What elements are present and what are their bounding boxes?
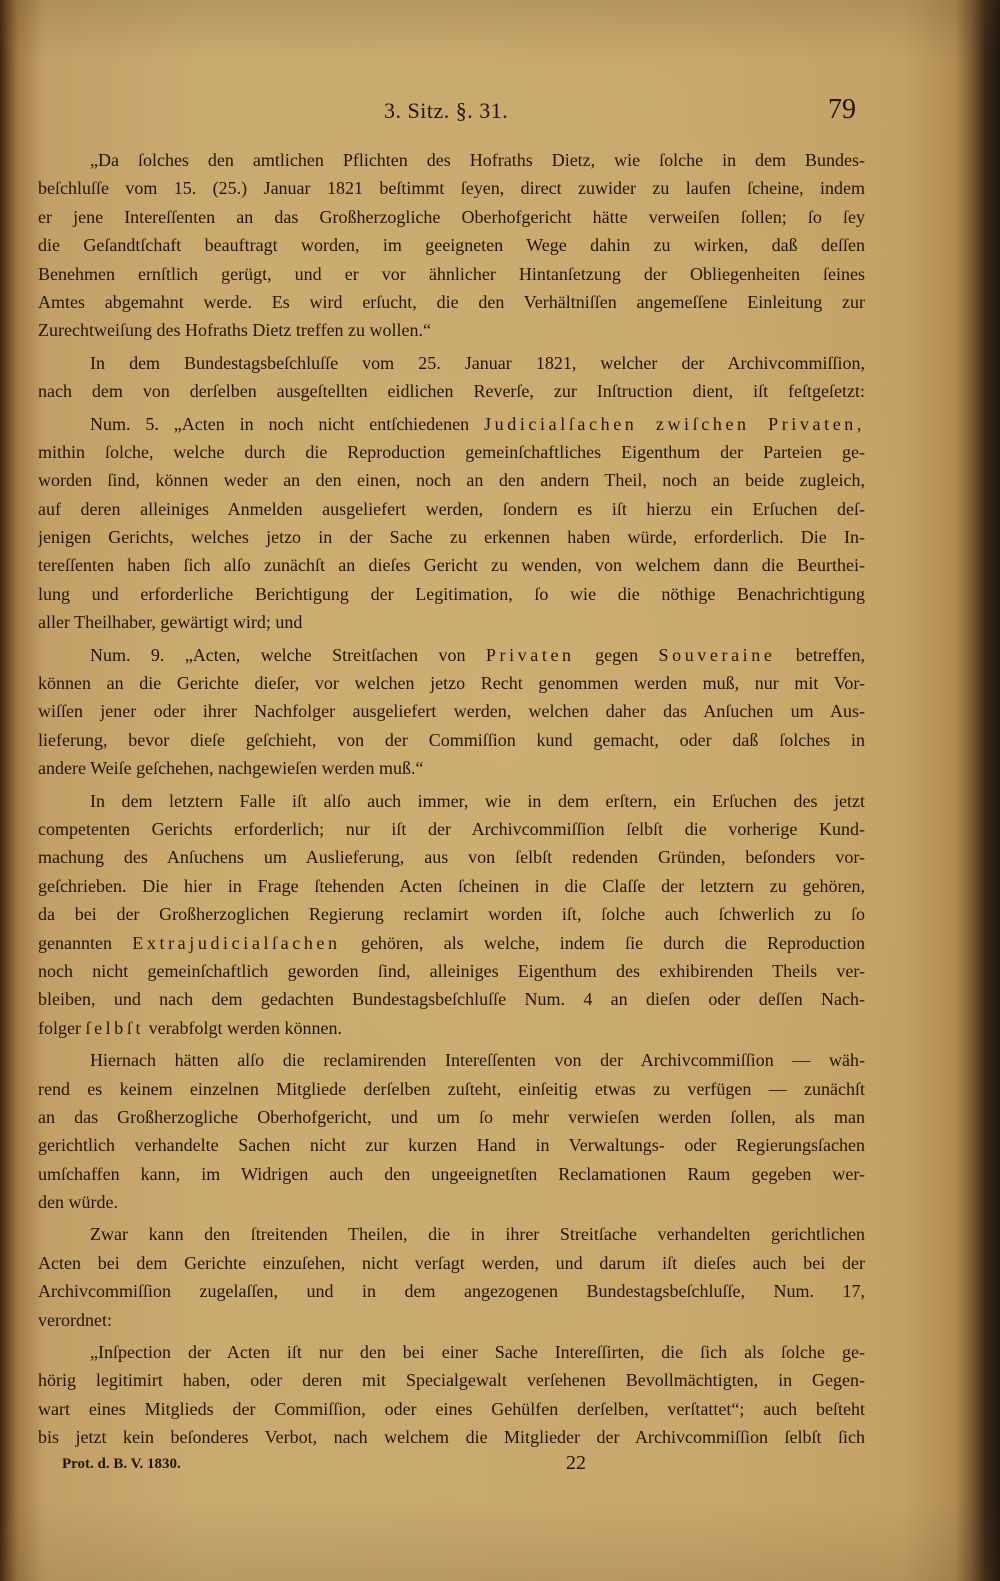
text-line: da bei der Großherzoglichen Regierung reclamirt worden iſt, ſolche auch ſchwerlich zu ſo	[38, 904, 865, 925]
text-line: Amtes abgemahnt werde. Es wird erſucht, die den Verhältniſſen angemeſſene Einleitung zur	[38, 291, 865, 312]
text-line: noch nicht gemeinſchaftlich geworden ſind, alleiniges Eigenthum des exhibirenden Theils ver-	[38, 960, 865, 981]
text-line: Zurechtweiſung des Hofraths Dietz treffen zu wollen.“	[38, 320, 432, 341]
text-line: verordnet:	[38, 1309, 112, 1330]
paragraph	[38, 1338, 865, 1452]
spaced-text-segment: Souveraine	[658, 644, 776, 665]
footer-imprint: Prot. d. B. V. 1830.	[62, 1456, 181, 1472]
text-line: rend es keinem einzelnen Mitgliede derſelben zuſteht, einſeitig etwas zu verfügen — zunächſt	[38, 1078, 865, 1099]
text-line	[38, 929, 865, 957]
text-line: wiſſen jener oder ihrer Nachfolger ausgeliefert werden, welchen daher das Anſuchen um Aus-	[38, 701, 865, 722]
paragraph	[38, 1046, 865, 1216]
text-line: bleiben, und nach dem gedachten Bundestagsbeſchluſſe Num. 4 an dieſen oder deſſen Nach-	[38, 989, 865, 1010]
text-segment: verabfolgt werden können.	[148, 1017, 343, 1038]
text-line: In dem letztern Falle iſt alſo auch immer, wie in dem erſtern, ein Erſuchen des jetzt	[90, 790, 865, 811]
body-text	[38, 146, 865, 1452]
text-line: „Inſpection der Acten iſt nur den bei einer Sache Intereſſirten, die ſich als ſolche ge-	[90, 1342, 865, 1363]
text-line: wart eines Mitglieds der Commiſſion, oder eines Gehülfen derſelben, verſtattet“; auch beſteht	[38, 1398, 865, 1419]
text-line	[38, 1014, 865, 1042]
text-line: nach dem von derſelben ausgeſtellten eidlichen Reverſe, zur Inſtruction dient, iſt feſtgeſetzt:	[38, 381, 865, 402]
text-line: Archivcommiſſion zugelaſſen, und in dem angezogenen Bundestagsbeſchluſſe, Num. 17,	[38, 1281, 865, 1302]
text-line: In dem Bundestagsbeſchluſſe vom 25. Januar 1821, welcher der Archivcommiſſion,	[90, 352, 865, 373]
running-head: 3. Sitz. §. 31.	[384, 98, 509, 123]
text-line: können an die Gerichte dieſer, vor welchen jetzo Recht genommen werden muß, nur mit Vor-	[38, 673, 865, 694]
text-segment: genannten	[38, 932, 112, 953]
text-line	[38, 410, 865, 438]
paragraph	[38, 146, 865, 345]
paragraph	[38, 787, 865, 1043]
text-line: Acten bei dem Gerichte einzuſehen, nicht verſagt werden, und darum iſt dieſes auch bei der	[38, 1252, 865, 1273]
text-line: tereſſenten haben ſich alſo zunächſt an dieſes Gericht zu wenden, von welchem dann die Beurthei-	[38, 555, 865, 576]
page-number: 79	[828, 94, 856, 125]
text-line: lieferung, bevor dieſe geſchieht, von der Commiſſion kund gemacht, oder daß ſolches in	[38, 729, 865, 750]
text-line: „Da ſolches den amtlichen Pflichten des Hofraths Dietz, wie ſolche in dem Bundes-	[90, 150, 865, 170]
text-line: beſchluſſe vom 15. (25.) Januar 1821 beſtimmt ſeyen, direct zuwider zu laufen ſcheine, indem	[38, 178, 865, 199]
text-line: lung und erforderliche Berichtigung der Legitimation, ſo wie die nöthige Benachrichtigung	[38, 583, 865, 604]
text-segment: Num. 9. „Acten, welche Streitſachen von	[90, 644, 466, 665]
text-line: bis jetzt kein beſonderes Verbot, nach welchem die Mitglieder der Archivcommiſſion ſelbſt ſich	[38, 1427, 865, 1448]
text-line: umſchaffen kann, im Widrigen auch den ungeeignetſten Reclamationen Raum gegeben wer-	[38, 1163, 865, 1184]
text-line: jenigen Gerichts, welches jetzo in der Sache zu erkennen haben würde, erforderlich. Die In-	[38, 527, 865, 548]
text-segment: betreffen,	[795, 644, 865, 665]
text-line: auf deren alleiniges Anmelden ausgeliefert werden, ſondern es iſt hierzu ein Erſuchen deſ-	[38, 498, 865, 519]
spaced-text-segment: ſelbſt	[85, 1017, 145, 1038]
text-line: mithin ſolche, welche durch die Reproduction gemeinſchaftliches Eigenthum der Parteien ge-	[38, 441, 865, 462]
text-line: machung des Anſuchens um Auslieferung, aus von ſelbſt redenden Gründen, beſonders vor-	[38, 847, 865, 868]
spaced-text-segment: Privaten	[485, 644, 575, 665]
text-line: worden ſind, können weder an den einen, noch an den andern Theil, noch an beide zugleich,	[38, 470, 865, 491]
text-line: aller Theilhaber, gewärtigt wird; und	[38, 612, 303, 633]
text-line: er jene Intereſſenten an das Großherzogliche Oberhofgericht hätte verweiſen ſollen; ſo ſey	[38, 206, 865, 227]
text-line: an das Großherzogliche Oberhofgericht, und um ſo mehr verwieſen werden ſollen, als man	[38, 1106, 865, 1127]
paragraph	[38, 410, 865, 637]
text-line	[38, 641, 865, 669]
paragraph	[38, 641, 865, 783]
text-line: gerichtlich verhandelte Sachen nicht zur kurzen Hand in Verwaltungs- oder Regierungsſachen	[38, 1135, 865, 1156]
text-line: hörig legitimirt haben, oder deren mit Specialgewalt verſehenen Bevollmächtigten, in Gegen-	[38, 1370, 865, 1391]
text-segment: folger	[38, 1017, 81, 1038]
text-line: competenten Gerichts erforderlich; nur iſt der Archivcommiſſion ſelbſt die vorherige Kund-	[38, 818, 865, 839]
text-line: Hiernach hätten alſo die reclamirenden Intereſſenten von der Archivcommiſſion — wäh-	[90, 1050, 865, 1071]
text-segment: gegen	[595, 644, 639, 665]
spaced-text-segment: Judicialſachen zwiſchen Privaten,	[484, 413, 865, 434]
sheet-signature: 22	[566, 1452, 586, 1474]
text-line: die Geſandtſchaft beauftragt worden, im geeigneten Wege dahin zu wirken, daß deſſen	[38, 235, 865, 256]
text-segment: Num. 5. „Acten in noch nicht entſchiedenen	[90, 413, 470, 434]
text-line: andere Weiſe geſchehen, nachgewieſen werden muß.“	[38, 758, 424, 779]
paragraph	[38, 349, 865, 406]
text-line: geſchrieben. Die hier in Frage ſtehenden Acten ſcheinen in die Claſſe der letztern zu gehören,	[38, 875, 865, 896]
text-line: den würde.	[38, 1192, 118, 1213]
text-line: Benehmen ernſtlich gerügt, und er vor ähnlicher Hintanſetzung der Obliegenheiten ſeines	[38, 263, 865, 284]
paragraph	[38, 1220, 865, 1334]
text-segment: gehören, als welche, indem ſie durch die Reproduction	[360, 932, 865, 953]
spaced-text-segment: Extrajudicialſachen	[132, 932, 341, 953]
text-line: Zwar kann den ſtreitenden Theilen, die in ihrer Streitſache verhandelten gerichtlichen	[90, 1224, 865, 1245]
